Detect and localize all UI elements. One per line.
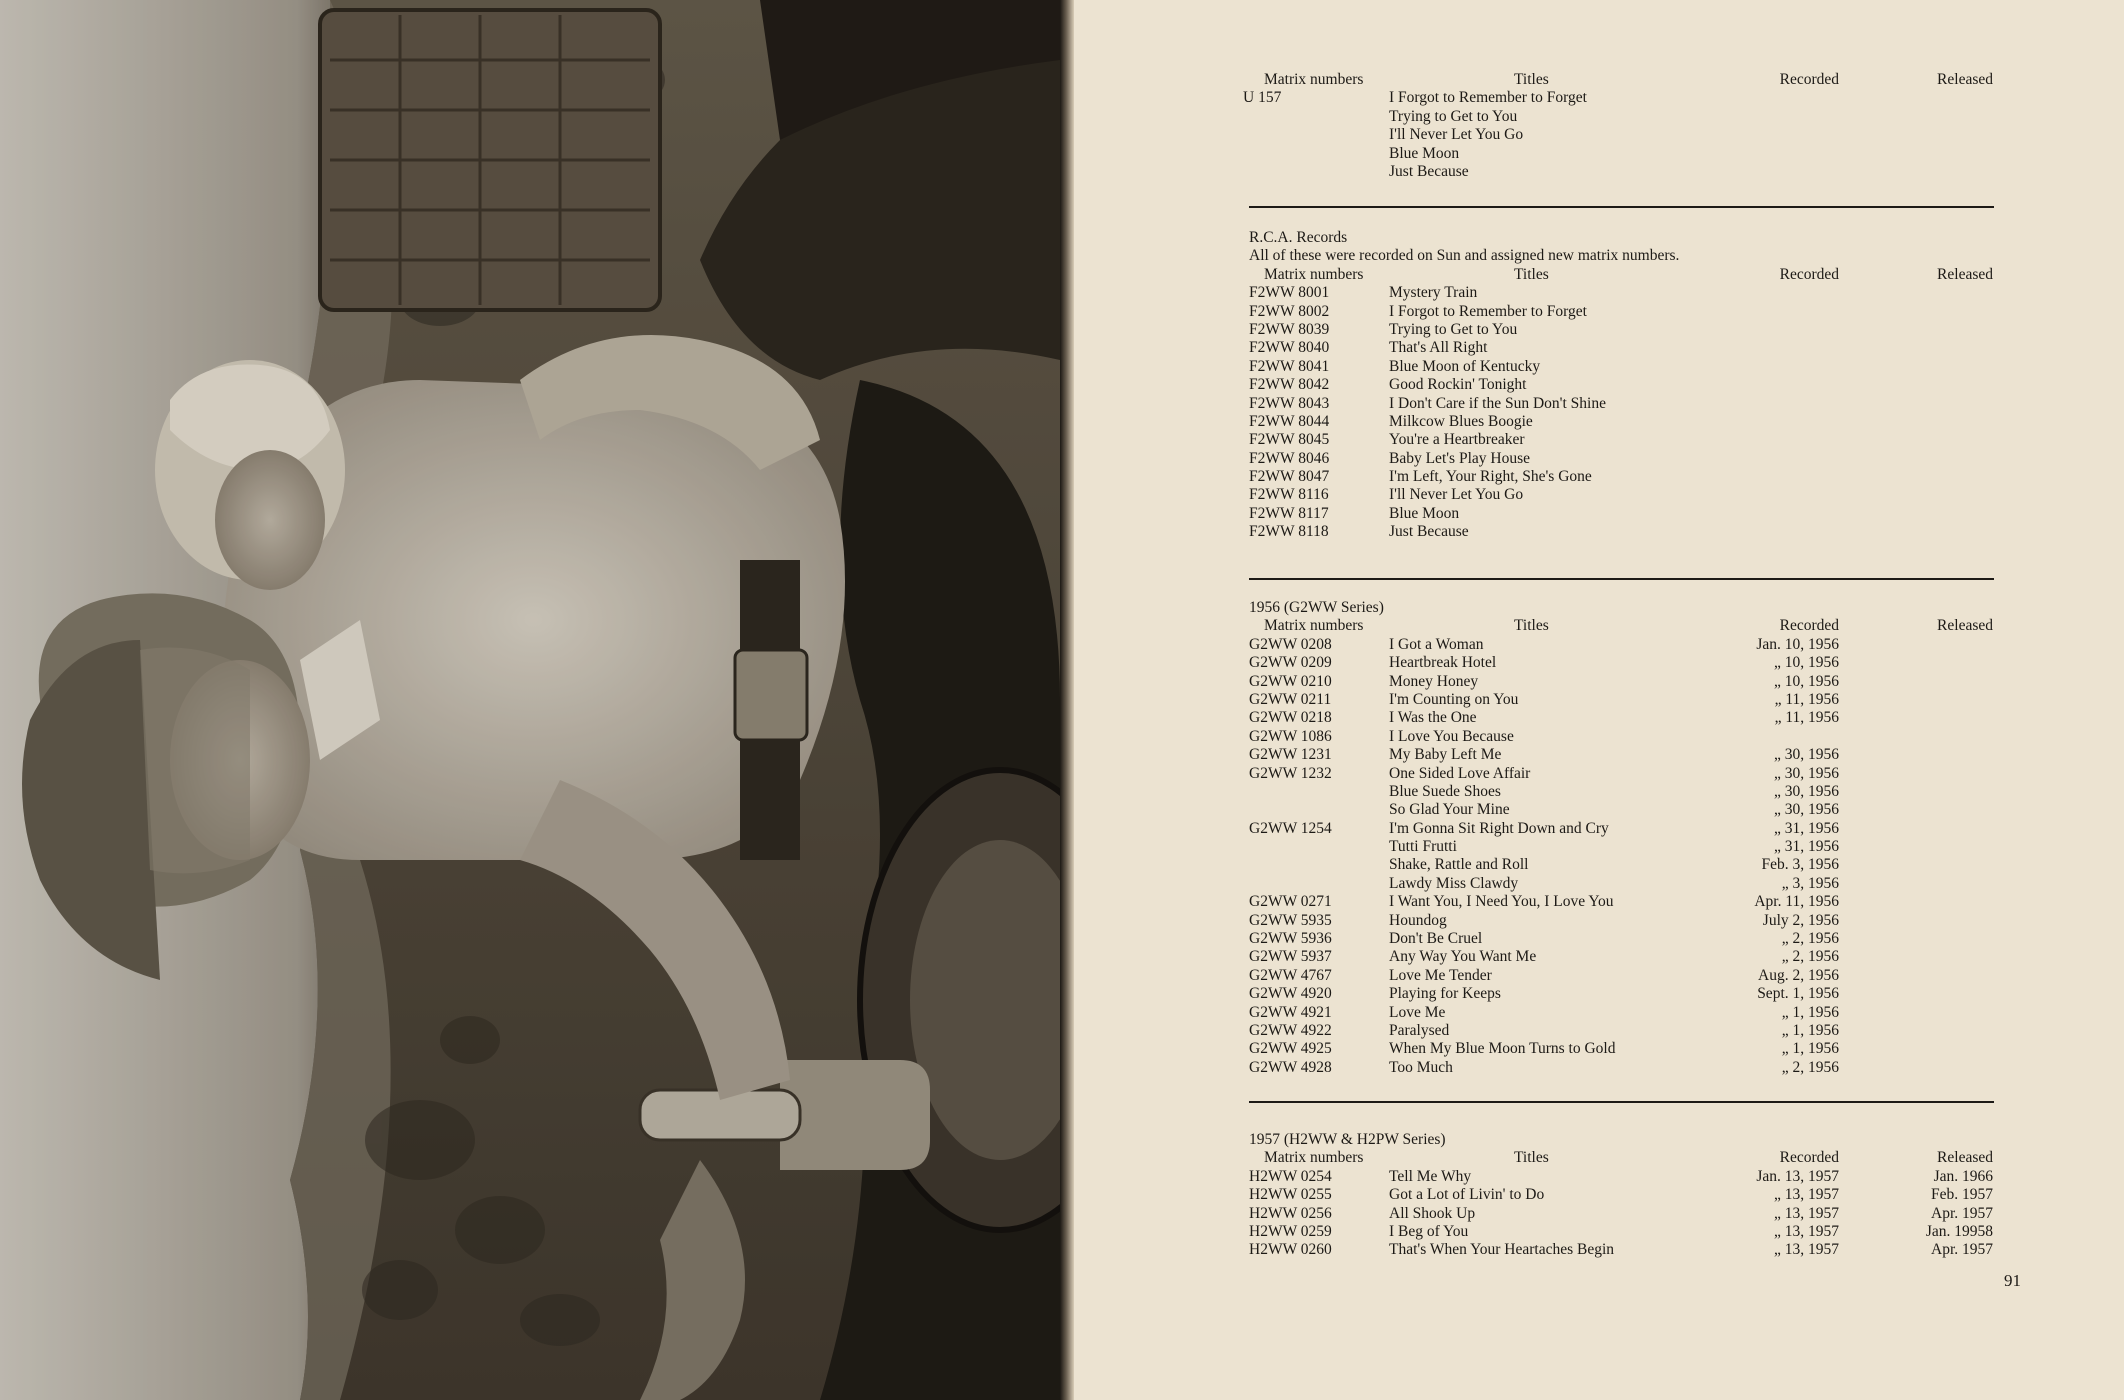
matrix-number: H2WW 0256 [1249,1204,1332,1222]
rows-1956 [1249,636,1994,1077]
table-row [1249,893,1994,911]
table-row [1249,108,1994,126]
table-row [1249,1186,1994,1204]
song-title: Shake, Rattle and Roll [1389,856,1529,874]
matrix-number: F2WW 8041 [1249,357,1330,375]
table-row [1249,1040,1994,1058]
song-title: You're a Heartbreaker [1389,431,1525,449]
song-title: I Forgot to Remember to Forget [1389,302,1587,320]
song-title: Baby Let's Play House [1389,449,1530,467]
song-title: Paralysed [1389,1021,1450,1039]
recorded-date: „ 30, 1956 [1773,801,1839,819]
recorded-date: „ 2, 1956 [1781,1058,1839,1076]
song-title: Just Because [1389,523,1469,541]
table-row [1249,145,1994,163]
song-title: Mystery Train [1389,284,1478,302]
released-header: Released [1937,71,1993,88]
song-title: One Sided Love Affair [1389,764,1531,782]
recorded-date: „ 13, 1957 [1773,1222,1839,1240]
matrix-number: G2WW 5935 [1249,911,1332,929]
section-divider [1249,206,1994,208]
table-row [1249,1168,1994,1186]
song-title: I'm Left, Your Right, She's Gone [1389,468,1592,486]
discography-page [1074,0,2124,1400]
photograph [0,0,1060,1400]
recorded-date: „ 2, 1956 [1781,948,1839,966]
released-date: Jan. 1966 [1933,1167,1993,1185]
table-row [1249,486,1994,504]
matrix-number: F2WW 8117 [1249,504,1329,522]
titles-header: Titles [1514,265,1549,283]
table-row [1249,284,1994,302]
table-row [1249,948,1994,966]
table-row [1249,505,1994,523]
song-title: Any Way You Want Me [1389,948,1537,966]
rca-section [1249,229,1994,542]
song-title: I Love You Because [1389,727,1514,745]
song-title: Just Because [1389,162,1469,180]
song-title: Got a Lot of Livin' to Do [1389,1186,1545,1204]
matrix-number: G2WW 1232 [1249,764,1332,782]
recorded-date: Jan. 13, 1957 [1756,1167,1839,1185]
song-title: So Glad Your Mine [1389,801,1510,819]
matrix-number: G2WW 4920 [1249,985,1332,1003]
song-title: Playing for Keeps [1389,985,1501,1003]
song-title: I Want You, I Need You, I Love You [1389,893,1614,911]
matrix-number: G2WW 1254 [1249,819,1332,837]
song-title: That's When Your Heartaches Begin [1389,1241,1615,1259]
section-1957 [1249,1131,1994,1260]
table-row [1249,523,1994,541]
matrix-number: F2WW 8042 [1249,376,1330,394]
table-row [1249,468,1994,486]
table-row [1249,126,1994,144]
table-row [1249,838,1994,856]
recorded-date: „ 31, 1956 [1773,838,1839,856]
recorded-date: „ 11, 1956 [1774,709,1839,727]
song-title: Blue Moon of Kentucky [1389,357,1541,375]
table-row [1249,801,1994,819]
matrix-number: G2WW 5937 [1249,948,1332,966]
song-title: Lawdy Miss Clawdy [1389,874,1519,892]
table-row [1249,1241,1994,1259]
song-title: Trying to Get to You [1389,320,1518,338]
matrix-number: H2WW 0259 [1249,1222,1332,1240]
matrix-number: G2WW 4928 [1249,1058,1332,1076]
song-title: I Beg of You [1389,1222,1469,1240]
matrix-number: G2WW 0208 [1249,635,1332,653]
table-row [1249,691,1994,709]
heading-1957: 1957 (H2WW & H2PW Series) [1249,1131,1446,1148]
table-row [1249,765,1994,783]
matrix-number: H2WW 0255 [1249,1186,1332,1204]
released-header: Released [1937,617,1993,635]
song-title: I'm Counting on You [1389,690,1519,708]
matrix-number: F2WW 8045 [1249,431,1330,449]
table-row [1249,856,1994,874]
song-title: Blue Moon [1389,144,1460,162]
column-header-row [1249,617,1994,635]
released-date: Apr. 1957 [1931,1204,1993,1222]
table-row [1249,709,1994,727]
table-row [1249,746,1994,764]
song-title: Tell Me Why [1389,1167,1472,1185]
matrix-number: H2WW 0260 [1249,1241,1332,1259]
song-title: I Forgot to Remember to Forget [1389,89,1587,107]
section-1956 [1249,599,1994,1077]
table-row [1249,930,1994,948]
recorded-header: Recorded [1779,71,1839,88]
released-header: Released [1937,265,1993,283]
released-date: Apr. 1957 [1931,1241,1993,1259]
song-title: I Got a Woman [1389,635,1484,653]
recorded-date: Jan. 10, 1956 [1756,635,1839,653]
section-divider [1249,1101,1994,1103]
recorded-date: Aug. 2, 1956 [1758,966,1839,984]
recorded-date: Sept. 1, 1956 [1757,985,1839,1003]
titles-header: Titles [1514,617,1549,635]
song-title: Money Honey [1389,672,1479,690]
recorded-date: „ 10, 1956 [1773,672,1839,690]
song-title: Good Rockin' Tonight [1389,376,1527,394]
matrix-number: G2WW 0209 [1249,654,1332,672]
recorded-date: „ 30, 1956 [1773,782,1839,800]
table-row [1249,985,1994,1003]
column-header-row [1249,1149,1994,1167]
page-number: 91 [2004,1271,2021,1290]
song-title: That's All Right [1389,339,1488,357]
page-gutter [1060,0,1074,1400]
recorded-date: „ 1, 1956 [1781,1003,1839,1021]
recorded-date: Feb. 3, 1956 [1761,856,1839,874]
matrix-number: G2WW 0271 [1249,893,1332,911]
recorded-date: „ 30, 1956 [1773,746,1839,764]
released-date: Feb. 1957 [1931,1186,1993,1204]
song-title: Don't Be Cruel [1389,930,1483,948]
table-row [1249,339,1994,357]
matrix-number: F2WW 8046 [1249,449,1330,467]
table-row [1249,1022,1994,1040]
song-title: I Don't Care if the Sun Don't Shine [1389,394,1606,412]
song-title: Tutti Frutti [1389,838,1457,856]
table-row [1249,912,1994,930]
table-row [1249,783,1994,801]
recorded-header: Recorded [1779,617,1839,635]
recorded-date: „ 10, 1956 [1773,654,1839,672]
matrix-number: G2WW 4767 [1249,966,1332,984]
table-row [1249,1205,1994,1223]
song-title: Milkcow Blues Boogie [1389,412,1533,430]
column-header-row [1249,71,1994,89]
recorded-date: „ 31, 1956 [1773,819,1839,837]
heading-1956: 1956 (G2WW Series) [1249,599,1384,616]
matrix-number: G2WW 0210 [1249,672,1332,690]
matrix-number: F2WW 8044 [1249,412,1330,430]
sun-section [1243,71,1994,181]
photo-icon [0,0,1060,1400]
recorded-header: Recorded [1779,1149,1839,1167]
recorded-date: „ 13, 1957 [1773,1241,1839,1259]
matrix-number: H2WW 0254 [1249,1167,1332,1185]
song-title: Too Much [1389,1058,1453,1076]
matrix-number: G2WW 0218 [1249,709,1332,727]
rca-rows [1249,284,1994,541]
table-row [1249,654,1994,672]
matrix-header: Matrix numbers [1264,1149,1364,1167]
table-row [1249,303,1994,321]
song-title: Heartbreak Hotel [1389,654,1497,672]
rca-heading: R.C.A. Records [1249,229,1348,246]
song-title: Love Me [1389,1003,1446,1021]
song-title: I'll Never Let You Go [1389,486,1524,504]
table-row [1249,413,1994,431]
table-row [1249,1059,1994,1077]
table-row [1243,89,1994,107]
recorded-date: „ 2, 1956 [1781,930,1839,948]
matrix-number: F2WW 8001 [1249,284,1330,302]
matrix-number: U 157 [1243,89,1282,107]
matrix-number: F2WW 8116 [1249,486,1329,504]
recorded-header: Recorded [1779,265,1839,283]
rca-note: All of these were recorded on Sun and assigned new matrix numbers. [1249,247,1680,265]
recorded-date: „ 13, 1957 [1773,1204,1839,1222]
matrix-header: Matrix numbers [1264,265,1364,283]
table-row [1249,820,1994,838]
song-title: Blue Moon [1389,504,1460,522]
matrix-number: G2WW 1086 [1249,727,1332,745]
matrix-number: F2WW 8118 [1249,523,1329,541]
matrix-number: G2WW 1231 [1249,746,1332,764]
matrix-number: G2WW 5936 [1249,930,1332,948]
table-row [1249,967,1994,985]
matrix-number: F2WW 8047 [1249,468,1330,486]
recorded-date: „ 1, 1956 [1781,1021,1839,1039]
matrix-number: G2WW 4925 [1249,1040,1332,1058]
matrix-number: F2WW 8002 [1249,302,1330,320]
table-row [1249,875,1994,893]
recorded-date: „ 3, 1956 [1781,874,1839,892]
table-row [1249,673,1994,691]
released-header: Released [1937,1149,1993,1167]
column-header-row [1249,266,1994,284]
song-title: I'll Never Let You Go [1389,126,1524,144]
table-row [1249,376,1994,394]
table-row [1249,321,1994,339]
matrix-number: F2WW 8040 [1249,339,1330,357]
table-row [1249,431,1994,449]
released-date: Jan. 19958 [1925,1222,1993,1240]
section-divider [1249,578,1994,580]
matrix-number: F2WW 8043 [1249,394,1330,412]
table-row [1249,358,1994,376]
song-title: When My Blue Moon Turns to Gold [1389,1040,1616,1058]
song-title: Blue Suede Shoes [1389,782,1501,800]
table-row [1249,636,1994,654]
matrix-number: G2WW 4922 [1249,1021,1332,1039]
song-title: I Was the One [1389,709,1477,727]
sun-rows [1243,89,1994,181]
recorded-date: „ 30, 1956 [1773,764,1839,782]
recorded-date: „ 13, 1957 [1773,1186,1839,1204]
song-title: My Baby Left Me [1389,746,1502,764]
table-row [1249,163,1994,181]
recorded-date: July 2, 1956 [1762,911,1839,929]
song-title: Love Me Tender [1389,966,1492,984]
titles-header: Titles [1514,71,1549,88]
song-title: Houndog [1389,911,1447,929]
table-row [1249,395,1994,413]
table-row [1249,728,1994,746]
titles-header: Titles [1514,1149,1549,1167]
table-row [1249,1004,1994,1022]
matrix-number: G2WW 0211 [1249,690,1332,708]
song-title: Trying to Get to You [1389,107,1518,125]
recorded-date: „ 11, 1956 [1774,690,1839,708]
matrix-number: F2WW 8039 [1249,320,1330,338]
recorded-date: Apr. 11, 1956 [1754,893,1839,911]
matrix-header: Matrix numbers [1264,71,1364,88]
rows-1957 [1249,1168,1994,1260]
table-row [1249,450,1994,468]
recorded-date: „ 1, 1956 [1781,1040,1839,1058]
matrix-number: G2WW 4921 [1249,1003,1332,1021]
table-row [1249,1223,1994,1241]
song-title: All Shook Up [1389,1204,1476,1222]
matrix-header: Matrix numbers [1264,617,1364,635]
song-title: I'm Gonna Sit Right Down and Cry [1389,819,1609,837]
